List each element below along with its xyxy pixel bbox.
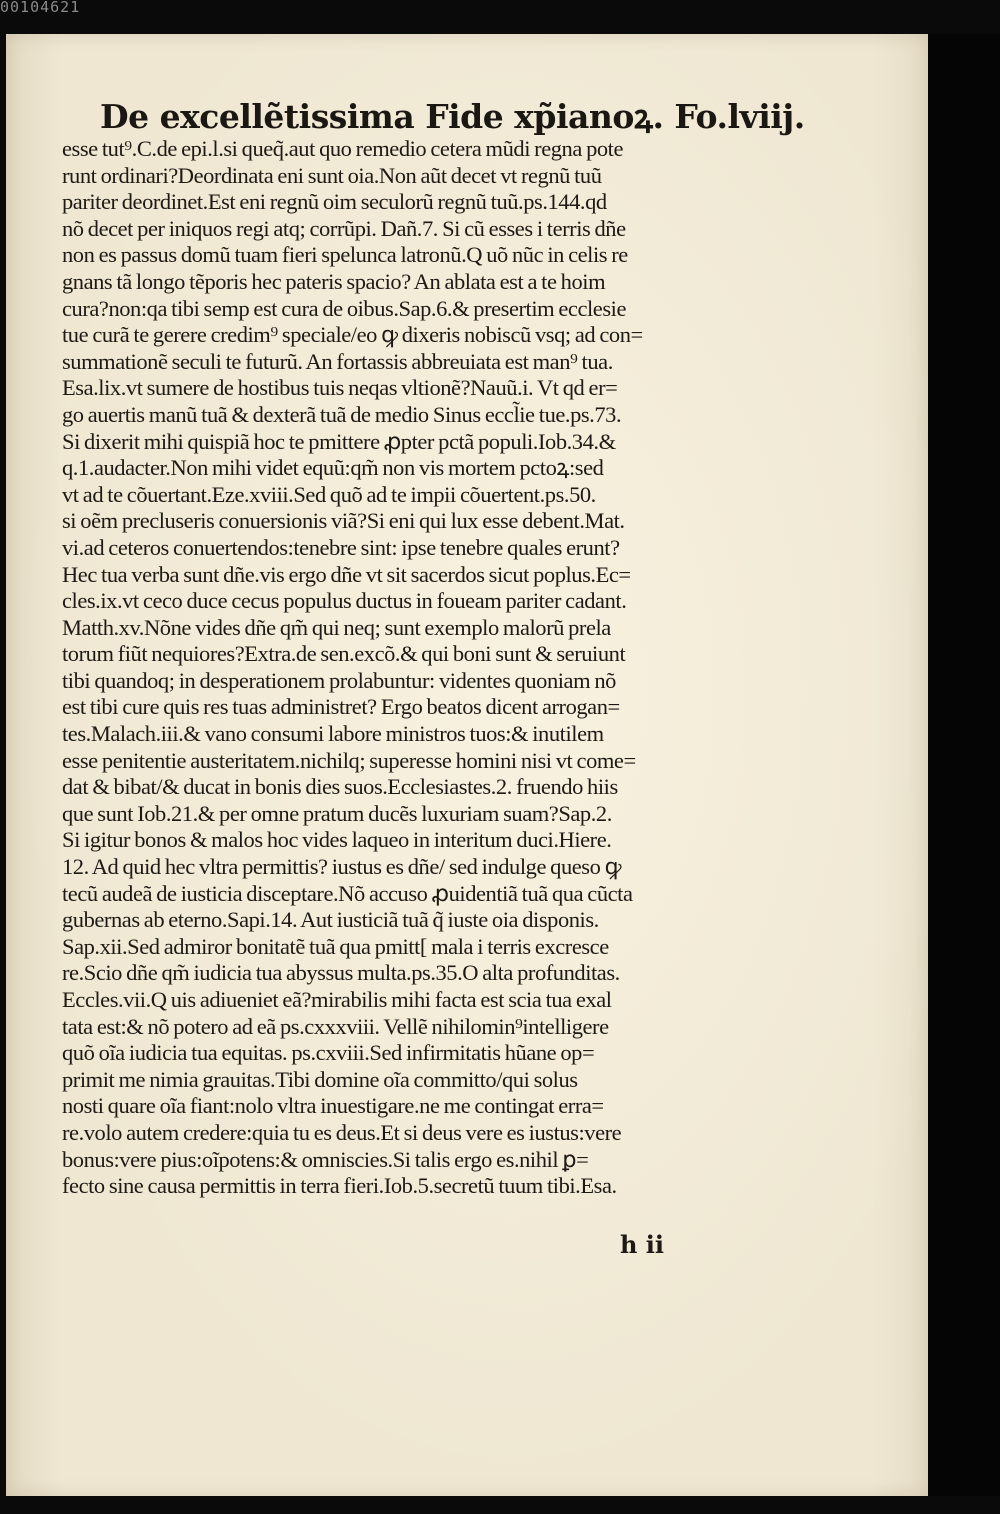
- text-line: Si dixerit mihi quispiã hoc te pmittere ꝓpter pctã populi.Iob.34.&: [62, 428, 616, 454]
- text-line: re.Scio dñe qm̃ iudicia tua abyssus multa.ps.35.O alta profunditas.: [62, 960, 620, 986]
- text-line: est tibi cure quis res tuas administret? Ergo beatos dicent arrogan=: [62, 694, 620, 720]
- text-line: si oẽm precluseris conuersionis viã?Si eni qui lux esse debent.Mat.: [62, 508, 625, 534]
- text-line: gubernas ab eterno.Sapi.14. Aut iusticiã tuã q̃ iuste oia disponis.: [62, 907, 599, 933]
- text-line: cles.ix.vt ceco duce cecus populus ductus in foueam pariter cadant.: [62, 588, 627, 614]
- text-block: [62, 136, 752, 1200]
- text-line: vt ad te cõuertant.Eze.xviii.Sed quõ ad te impii cõuertent.ps.50.: [62, 481, 596, 507]
- text-line: nõ decet per iniquos regi atq; corrũpi. Dañ.7. Si cũ esses i terris dñe: [62, 215, 626, 241]
- text-line: tes.Malach.iii.& vano consumi labore ministros tuos:& inutilem: [62, 721, 604, 747]
- text-line: Hec tua verba sunt dñe.vis ergo dñe vt sit sacerdos sicut poplus.Ec=: [62, 561, 631, 587]
- text-line: tecũ audeã de iusticia disceptare.Nõ accuso ꝓuidentiã tuã qua cũcta: [62, 880, 633, 906]
- text-line: re.volo autem credere:quia tu es deus.Et si deus vere es iustus:vere: [62, 1119, 622, 1145]
- text-line: summationẽ seculi te futurũ. An fortassis abbreuiata est man⁹ tua.: [62, 348, 613, 374]
- text-line: non es passus domũ tuam fieri spelunca latronũ.Q uõ nũc in celis re: [62, 242, 628, 268]
- scan-id-label: 00104621: [0, 0, 81, 12]
- text-line: torum fiũt nequiores?Extra.de sen.excõ.& qui boni sunt & seruiunt: [62, 641, 626, 667]
- text-line: pariter deordinet.Est eni regnũ oim seculorũ regnũ tuũ.ps.144.qd: [62, 189, 607, 215]
- text-line: bonus:vere pius:oĩpotens:& omniscies.Si talis ergo es.nihil ꝑ=: [62, 1146, 589, 1172]
- text-line: 12. Ad quid hec vltra permittis? iustus es dñe/ sed indulge queso ꝙ: [62, 854, 622, 880]
- text-line: que sunt Iob.21.& per omne pratum ducẽs luxuriam suam?Sap.2.: [62, 800, 612, 826]
- text-line: tue curã te gerere credim⁹ speciale/eo ꝙ dixeris nobiscũ vsq; ad con=: [62, 322, 643, 348]
- text-line: cura?non:qa tibi semp est cura de oibus.Sap.6.& presertim ecclesie: [62, 295, 626, 321]
- text-line: esse penitentie austeritatem.nichilq; superesse homini nisi vt come=: [62, 747, 636, 773]
- text-line: dat & bibat/& ducat in bonis dies suos.Ecclesiastes.2. fruendo hiis: [62, 774, 618, 800]
- text-line: Sap.xii.Sed admiror bonitatẽ tuã qua pmitt[ mala i terris excresce: [62, 933, 609, 959]
- text-line: tibi quandoq; in desperationem prolabuntur: videntes quoniam nõ: [62, 667, 616, 693]
- text-line: primit me nimia grauitas.Tibi domine oĩa committo/qui solus: [62, 1066, 578, 1092]
- text-line: gnans tã longo tẽporis hec pateris spacio? An ablata est a te hoim: [62, 268, 606, 294]
- text-line: quõ oĩa iudicia tua equitas. ps.cxviii.Sed infirmitatis hũane op=: [62, 1040, 595, 1066]
- text-line: tata est:& nõ potero ad eã ps.cxxxviii. Vellẽ nihilomin⁹intelligere: [62, 1013, 609, 1039]
- scan-background-strip: [928, 34, 1000, 1496]
- text-line: esse tut⁹.C.de epi.l.si queq̃.aut quo remedio cetera mũdi regna pote: [62, 136, 624, 161]
- text-line: runt ordinari?Deordinata eni sunt oia.Non aũt decet vt regnũ tuũ: [62, 162, 602, 188]
- text-line: go auertis manũ tuã & dexterã tuã de medio Sinus eccl̃ie tue.ps.73.: [62, 401, 622, 427]
- text-line: q.1.audacter.Non mihi videt equũ:qm̃ non vis mortem pctoꝝ:sed: [62, 455, 604, 481]
- text-line: vi.ad ceteros conuertendos:tenebre sint: ipse tenebre quales erunt?: [62, 534, 620, 560]
- text-line: fecto sine causa permittis in terra fieri.Iob.5.secretũ tuum tibi.Esa.: [62, 1173, 617, 1199]
- text-line: Esa.lix.vt sumere de hostibus tuis neqas vltionẽ?Nauũ.i. Vt qd er=: [62, 375, 618, 401]
- text-line: nosti quare oĩa fiant:nolo vltra inuestigare.ne me contingat erra=: [62, 1093, 604, 1119]
- signature-mark: h ii: [620, 1230, 665, 1259]
- text-line: Eccles.vii.Q uis adiueniet eã?mirabilis mihi facta est scia tua exal: [62, 987, 612, 1012]
- running-header: De excellẽtissima Fide xp̃ianoꝝ. Fo.lviij.: [100, 97, 805, 136]
- text-line: Matth.xv.Nõne vides dñe qm̃ qui neq; sunt exemplo malorũ prela: [62, 614, 611, 640]
- text-line: Si igitur bonos & malos hoc vides laqueo in interitum duci.Hiere.: [62, 827, 612, 853]
